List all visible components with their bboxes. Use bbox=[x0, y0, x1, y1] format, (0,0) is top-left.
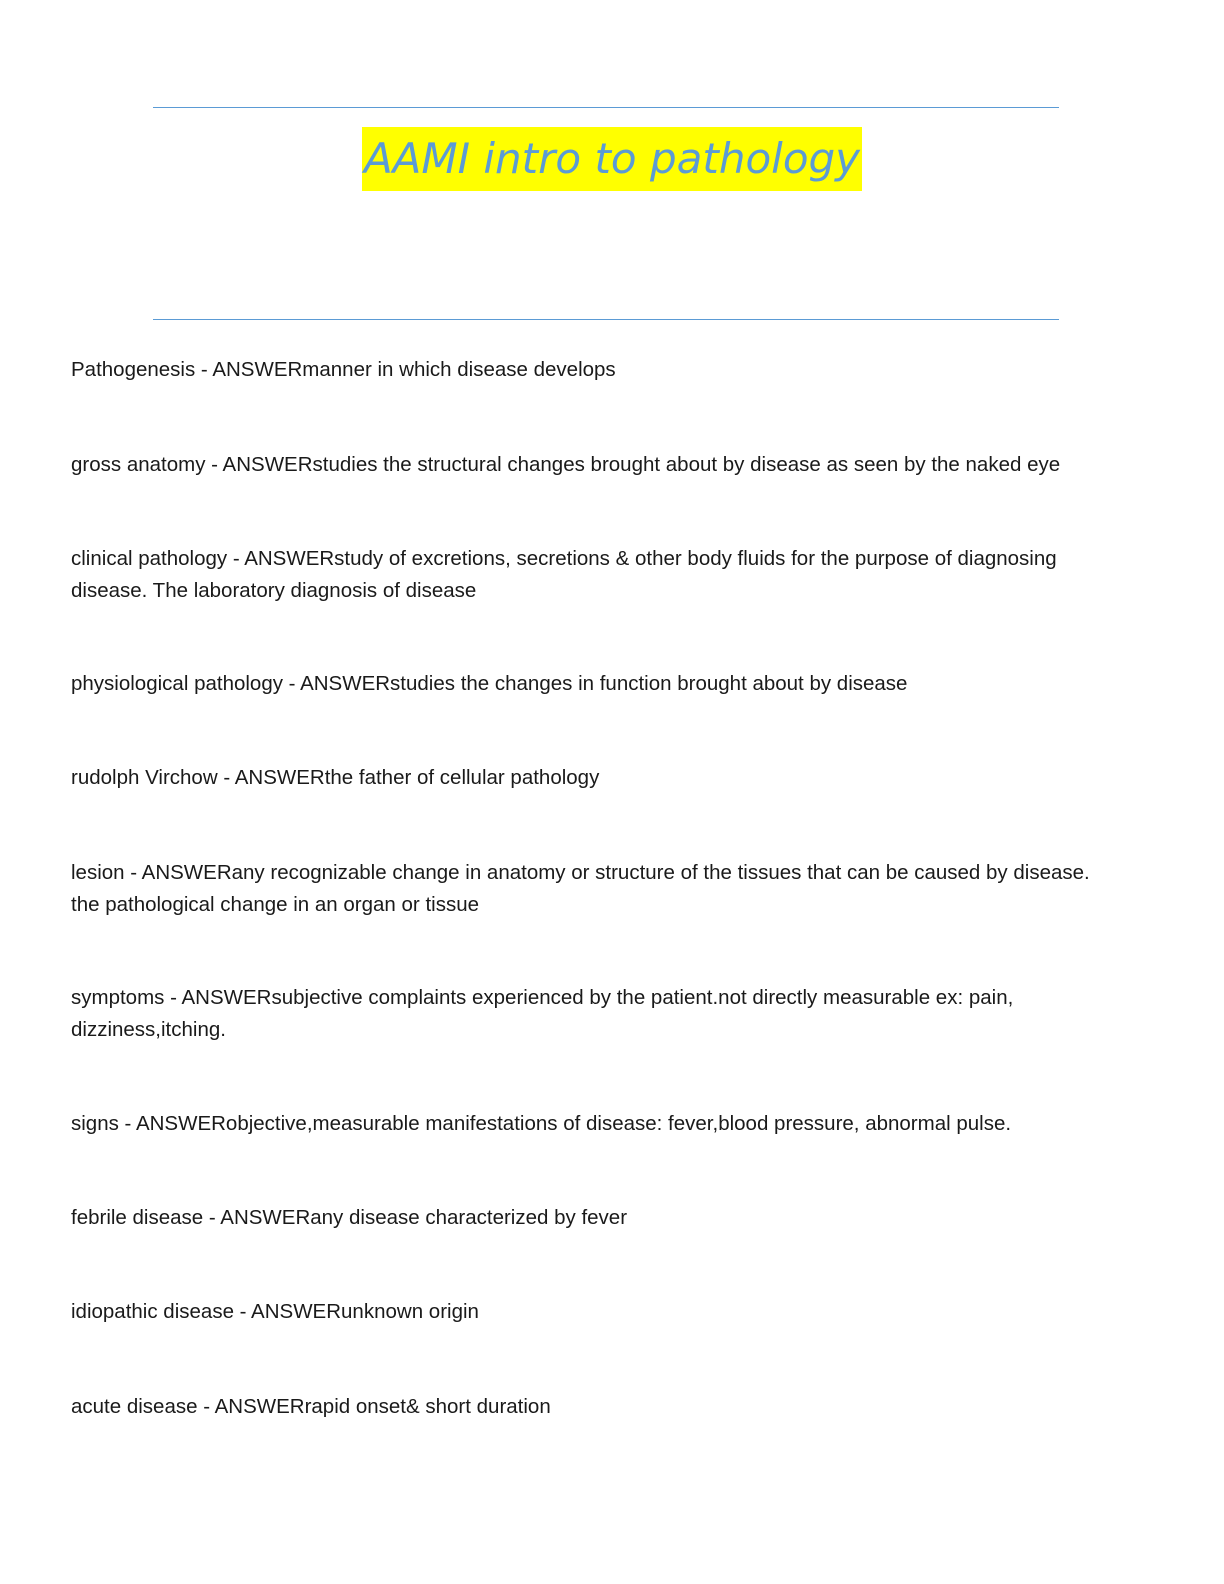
entry-gross-anatomy bbox=[71, 449, 1151, 481]
title-container bbox=[0, 127, 1224, 191]
document-title: AAMI intro to pathology bbox=[362, 127, 862, 191]
entry-idiopathic-disease bbox=[71, 1296, 1151, 1328]
entry-lesion bbox=[71, 857, 1151, 921]
entry-clinical-pathology bbox=[71, 543, 1151, 607]
entry-line: dizziness,itching. bbox=[71, 1018, 226, 1041]
entry-line: rudolph Virchow - ANSWERthe father of cellular pathology bbox=[71, 766, 600, 789]
entry-line: idiopathic disease - ANSWERunknown origin bbox=[71, 1300, 479, 1323]
entry-line: febrile disease - ANSWERany disease characterized by fever bbox=[71, 1206, 628, 1229]
entry-febrile-disease bbox=[71, 1202, 1151, 1234]
entry-line: lesion - ANSWERany recognizable change in anatomy or structure of the tissues that can be caused by disease. bbox=[71, 861, 1090, 884]
entry-pathogenesis bbox=[71, 354, 1151, 386]
entry-acute-disease bbox=[71, 1391, 1151, 1423]
entry-line: acute disease - ANSWERrapid onset& short duration bbox=[71, 1395, 551, 1418]
top-rule bbox=[153, 107, 1059, 108]
entry-line: gross anatomy - ANSWERstudies the structural changes brought about by disease as seen by the naked eye bbox=[71, 453, 1061, 476]
entry-line: Pathogenesis - ANSWERmanner in which disease develops bbox=[71, 358, 616, 381]
entry-signs bbox=[71, 1108, 1151, 1140]
bottom-rule bbox=[153, 319, 1059, 320]
entry-line: the pathological change in an organ or tissue bbox=[71, 893, 480, 916]
entry-line: disease. The laboratory diagnosis of disease bbox=[71, 579, 477, 602]
entry-physiological-pathology bbox=[71, 668, 1151, 700]
entry-line: physiological pathology - ANSWERstudies the changes in function brought about by disease bbox=[71, 672, 908, 695]
entry-line: symptoms - ANSWERsubjective complaints experienced by the patient.not directly measurable ex: pain, bbox=[71, 986, 1014, 1009]
entry-line: signs - ANSWERobjective,measurable manifestations of disease: fever,blood pressure, abnormal pulse. bbox=[71, 1112, 1012, 1135]
entry-line: clinical pathology - ANSWERstudy of excretions, secretions & other body fluids for the purpose of diagnosing bbox=[71, 547, 1057, 570]
entry-rudolph-virchow bbox=[71, 762, 1151, 794]
entry-symptoms bbox=[71, 982, 1151, 1046]
